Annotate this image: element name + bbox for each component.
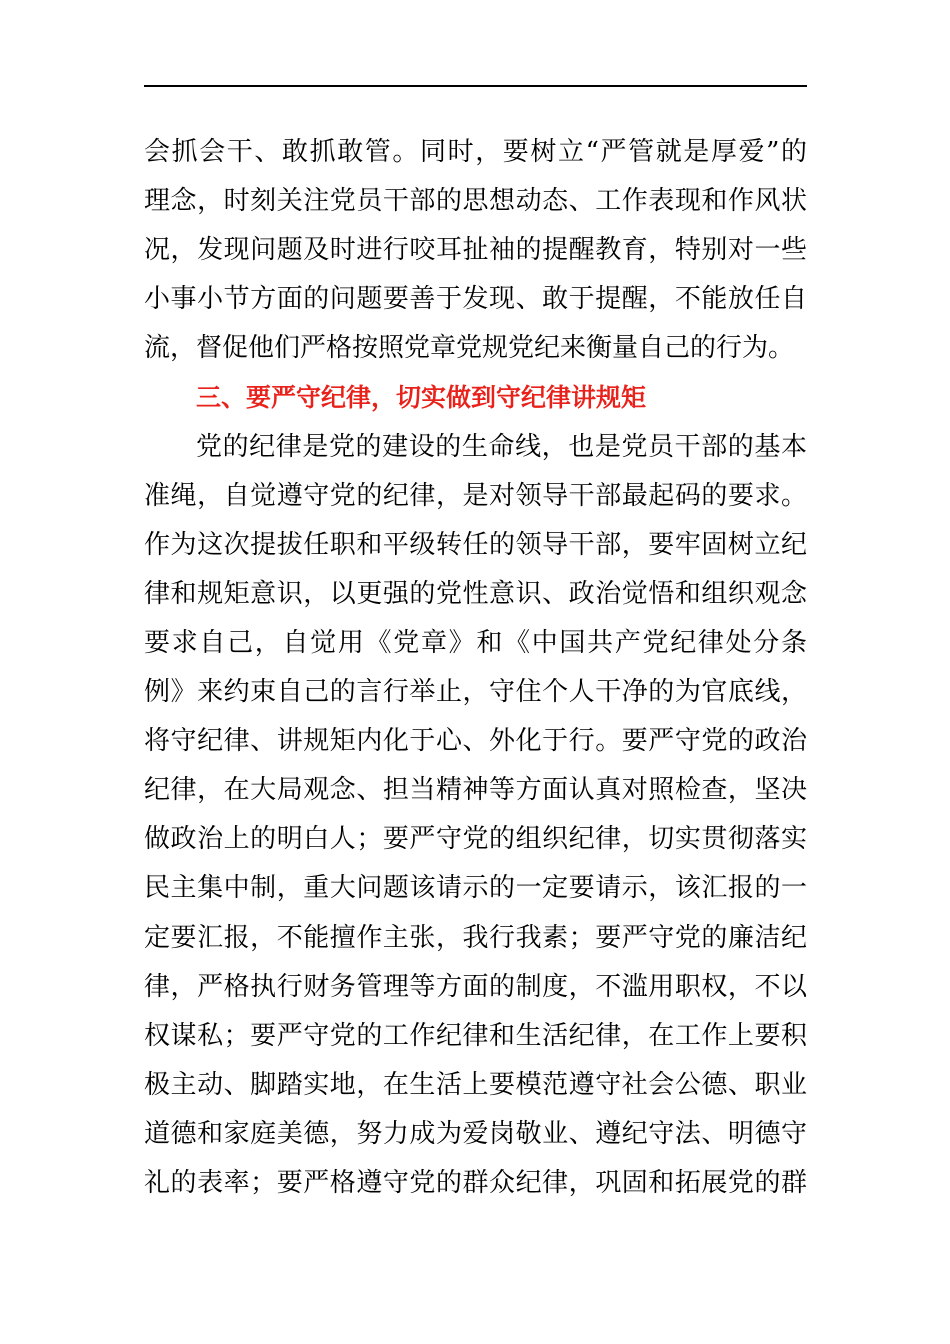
paragraph-line: 作为这次提拔任职和平级转任的领导干部，要牢固树立纪 [144,529,807,560]
paragraph-line: 做政治上的明白人；要严守党的组织纪律，切实贯彻落实 [144,824,807,855]
paragraph-line: 权谋私；要严守党的工作纪律和生活纪律，在工作上要积 [144,1020,807,1051]
paragraph-line: 将守纪律、讲规矩内化于心、外化于行。要严守党的政治 [144,726,807,757]
paragraph-line: 民主集中制，重大问题该请示的一定要请示，该汇报的一 [144,873,807,904]
paragraph-line: 例》来约束自己的言行举止，守住个人干净的为官底线， [144,677,807,708]
paragraph-line: 小事小节方面的问题要善于发现、敢于提醒，不能放任自 [144,284,807,315]
paragraph-line: 定要汇报，不能擅作主张，我行我素；要严守党的廉洁纪 [144,922,807,953]
paragraph-line: 要求自己，自觉用《党章》和《中国共产党纪律处分条 [144,627,807,658]
section-heading: 三、要严守纪律，切实做到守纪律讲规矩 [196,383,647,413]
paragraph-line: 理念，时刻关注党员干部的思想动态、工作表现和作风状 [144,186,807,217]
paragraph-line: 流，督促他们严格按照党章党规党纪来衡量自己的行为。 [144,333,795,364]
document-body [144,128,807,1208]
paragraph-line: 党的纪律是党的建设的生命线，也是党员干部的基本 [196,431,807,462]
paragraph-line: 准绳，自觉遵守党的纪律，是对领导干部最起码的要求。 [144,480,807,511]
paragraph-line: 律，严格执行财务管理等方面的制度，不滥用职权，不以 [144,971,807,1002]
paragraph-line: 律和规矩意识，以更强的党性意识、政治觉悟和组织观念 [144,578,807,609]
paragraph-line: 礼的表率；要严格遵守党的群众纪律，巩固和拓展党的群 [144,1167,807,1198]
header-rule [144,85,807,87]
paragraph-line: 会抓会干、敢抓敢管。同时，要树立“严管就是厚爱”的 [144,137,807,167]
paragraph-line: 纪律，在大局观念、担当精神等方面认真对照检查，坚决 [144,775,807,806]
paragraph-line: 道德和家庭美德，努力成为爱岗敬业、遵纪守法、明德守 [144,1118,807,1149]
paragraph-line: 极主动、脚踏实地，在生活上要模范遵守社会公德、职业 [144,1069,807,1100]
paragraph-line: 况，发现问题及时进行咬耳扯袖的提醒教育，特别对一些 [144,235,807,266]
